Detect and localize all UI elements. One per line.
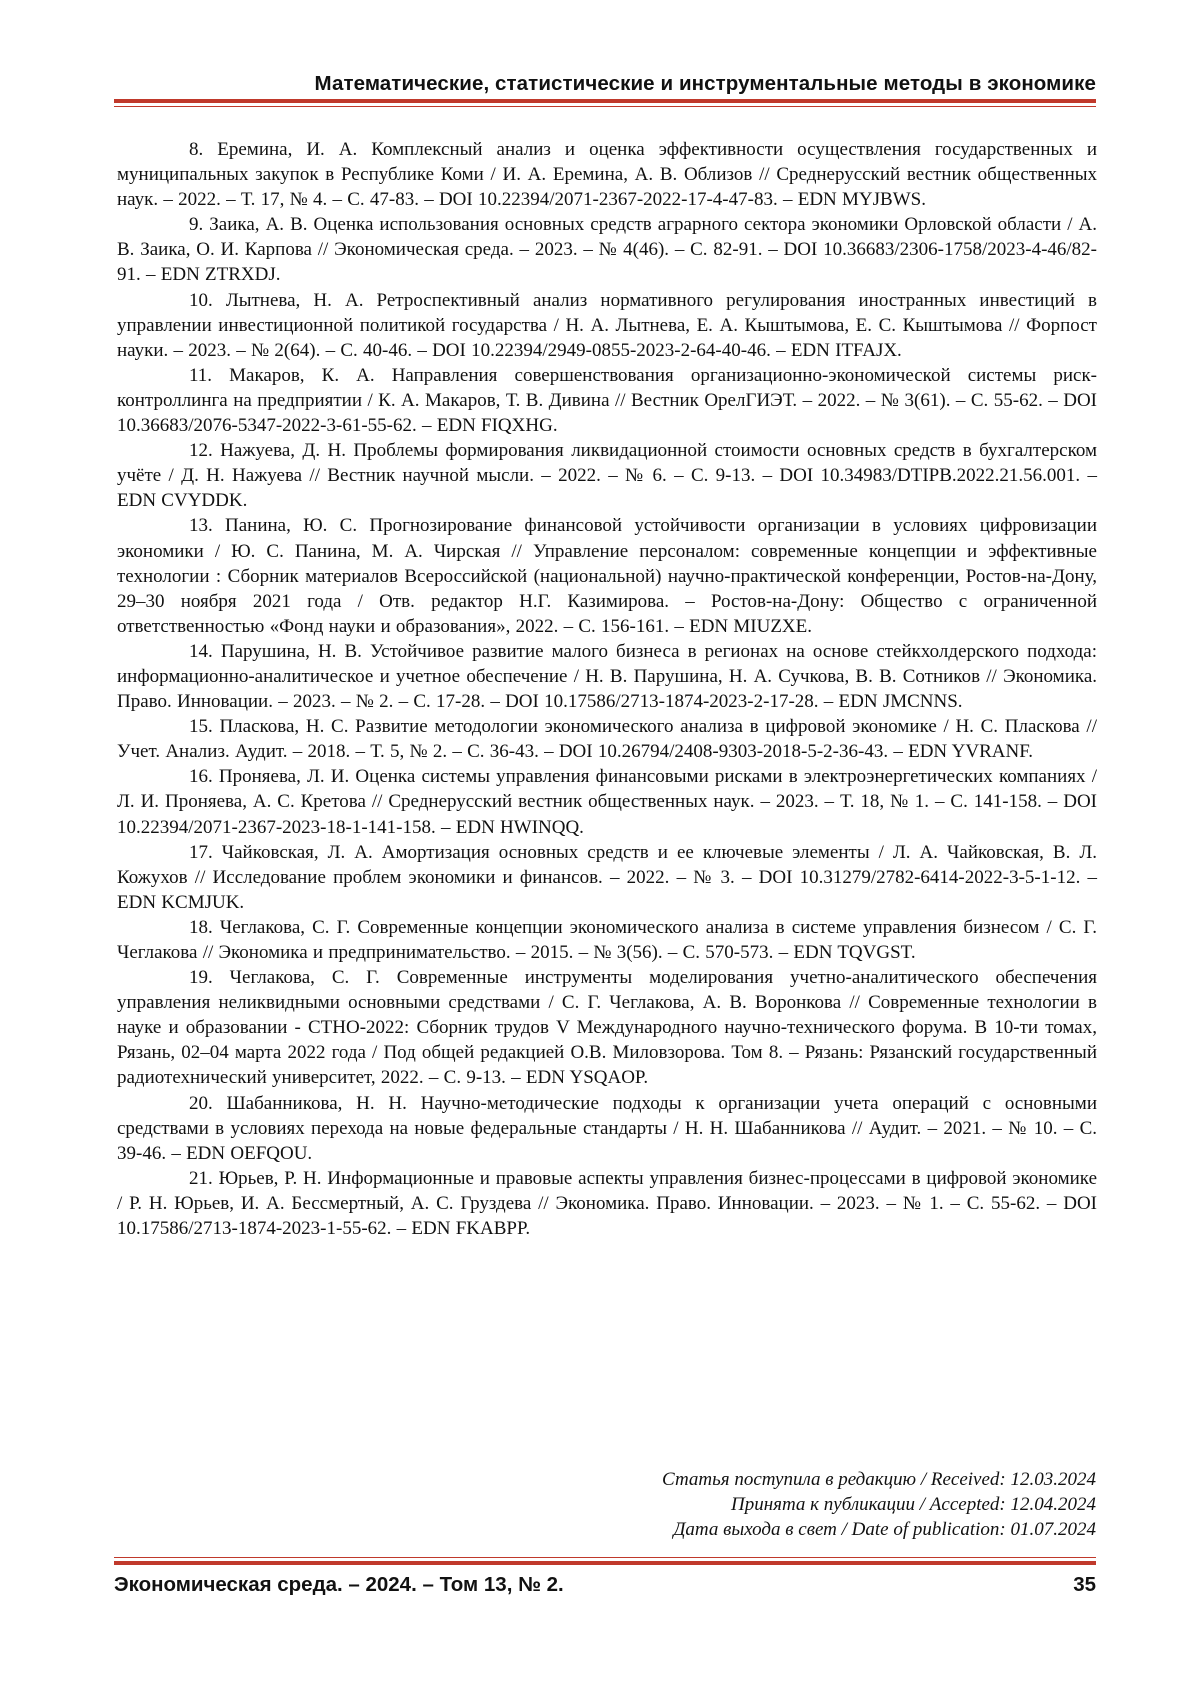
page-number: 35	[1073, 1573, 1096, 1596]
reference-item: 17. Чайковская, Л. А. Амортизация основных средств и ее ключевые элементы / Л. А. Чайковская, В. Л. Кожухов // Исследование проблем экономики и финансов. – 2022. – № 3. – DOI 10.31279/2782-6414-2022-3-5-1-12. – EDN KCMJUK.	[117, 841, 1097, 913]
header-rule-thick	[114, 99, 1096, 103]
footer-journal-citation: Экономическая среда. – 2024. – Том 13, № 2.	[114, 1573, 564, 1596]
reference-item: 8. Еремина, И. А. Комплексный анализ и оценка эффективности осуществления государственных и муниципальных закупок в Республике Коми / И. А. Еремина, А. В. Облизов // Среднерусский вестник общественных наук. – 2022. – Т. 17, № 4. – С. 47-83. – DOI 10.22394/2071-2367-2022-17-4-47-83. – EDN MYJBWS.	[117, 139, 1097, 211]
accepted-date: Принята к публикации / Accepted: 12.04.2024	[730, 1494, 1096, 1515]
footer-rule-thin	[114, 1557, 1096, 1558]
publication-info	[662, 1467, 1096, 1542]
reference-item: 19. Чеглакова, С. Г. Современные инструменты моделирования учетно-аналитического обеспечения управления неликвидными основными средствами / С. Г. Чеглакова, А. В. Воронкова // Современные технологии в науке и образовании - СТНО-2022: Сборник трудов V Международного научно-технического форума. В 10-ти томах, Рязань, 02–04 марта 2022 года / Под общей редакцией О.В. Миловзорова. Том 8. – Рязань: Рязанский государственный радиотехнический университет, 2022. – С. 9-13. – EDN YSQAOP.	[117, 967, 1097, 1089]
reference-item: 20. Шабанникова, Н. Н. Научно-методические подходы к организации учета операций с основными средствами в условиях перехода на новые федеральные стандарты / Н. Н. Шабанникова // Аудит. – 2021. – № 10. – С. 39-46. – EDN OEFQOU.	[117, 1092, 1097, 1164]
reference-item: 11. Макаров, К. А. Направления совершенствования организационно-экономической системы риск-контроллинга на предприятии / К. А. Макаров, Т. В. Дивина // Вестник ОрелГИЭТ. – 2022. – № 3(61). – С. 55-62. – DOI 10.36683/2076-5347-2022-3-61-55-62. – EDN FIQXHG.	[117, 364, 1097, 437]
reference-item: 13. Панина, Ю. С. Прогнозирование финансовой устойчивости организации в условиях цифровизации экономики / Ю. С. Панина, М. А. Чирская // Управление персоналом: современные концепции и эффективные технологии : Сборник материалов Всероссийской (национальной) научно-практической конференции, Ростов-на-Дону, 29–30 ноября 2021 года / Отв. редактор Н.Г. Казимирова. – Ростов-на-Дону: Общество с ограниченной ответственностью «Фонд науки и образования», 2022. – С. 156-161. – EDN MIUZXE.	[117, 515, 1097, 637]
publication-date: Дата выхода в свет / Date of publication: 01.07.2024	[673, 1519, 1096, 1540]
reference-item: 18. Чеглакова, С. Г. Современные концепции экономического анализа в системе управления бизнесом / С. Г. Чеглакова // Экономика и предпринимательство. – 2015. – № 3(56). – С. 570-573. – EDN TQVGST.	[117, 916, 1097, 963]
reference-item: 21. Юрьев, Р. Н. Информационные и правовые аспекты управления бизнес-процессами в цифровой экономике / Р. Н. Юрьев, И. А. Бессмертный, А. С. Груздева // Экономика. Право. Инновации. – 2023. – № 1. – С. 55-62. – DOI 10.17586/2713-1874-2023-1-55-62. – EDN FKABPP.	[117, 1167, 1097, 1240]
header-rule-thin	[114, 106, 1096, 107]
running-header-title: Математические, статистические и инструментальные методы в экономике	[314, 72, 1096, 95]
reference-list	[117, 137, 1097, 1241]
reference-item: 10. Лытнева, Н. А. Ретроспективный анализ нормативного регулирования иностранных инвестиций в управлении инвестиционной политикой государства / Н. А. Лытнева, Е. А. Кыштымова, Е. С. Кыштымова // Форпост науки. – 2023. – № 2(64). – С. 40-46. – DOI 10.22394/2949-0855-2023-2-64-40-46. – EDN ITFAJX.	[117, 289, 1097, 361]
reference-item: 16. Проняева, Л. И. Оценка системы управления финансовыми рисками в электроэнергетических компаниях / Л. И. Проняева, А. С. Кретова // Среднерусский вестник общественных наук. – 2023. – Т. 18, № 1. – С. 141-158. – DOI 10.22394/2071-2367-2023-18-1-141-158. – EDN HWINQQ.	[117, 766, 1097, 838]
reference-item: 9. Заика, А. В. Оценка использования основных средств аграрного сектора экономики Орловской области / А. В. Заика, О. И. Карпова // Экономическая среда. – 2023. – № 4(46). – С. 82-91. – DOI 10.36683/2306-1758/2023-4-46/82-91. – EDN ZTRXDJ.	[117, 214, 1097, 286]
reference-item: 15. Пласкова, Н. С. Развитие методологии экономического анализа в цифровой экономике / Н. С. Пласкова // Учет. Анализ. Аудит. – 2018. – Т. 5, № 2. – С. 36-43. – DOI 10.26794/2408-9303-2018-5-2-36-43. – EDN YVRANF.	[117, 716, 1097, 763]
reference-item: 12. Нажуева, Д. Н. Проблемы формирования ликвидационной стоимости основных средств в бухгалтерском учёте / Д. Н. Нажуева // Вестник научной мысли. – 2022. – № 6. – С. 9-13. – DOI 10.34983/DTIPB.2022.21.56.001. – EDN CVYDDK.	[117, 440, 1097, 512]
received-date: Статья поступила в редакцию / Received: 12.03.2024	[662, 1469, 1096, 1490]
reference-item: 14. Парушина, Н. В. Устойчивое развитие малого бизнеса в регионах на основе стейкхолдерского подхода: информационно-аналитическое и учетное обеспечение / Н. В. Парушина, Н. А. Сучкова, В. В. Сотников // Экономика. Право. Инновации. – 2023. – № 2. – С. 17-28. – DOI 10.17586/2713-1874-2023-2-17-28. – EDN JMCNNS.	[117, 640, 1097, 713]
footer-rule-thick	[114, 1561, 1096, 1565]
